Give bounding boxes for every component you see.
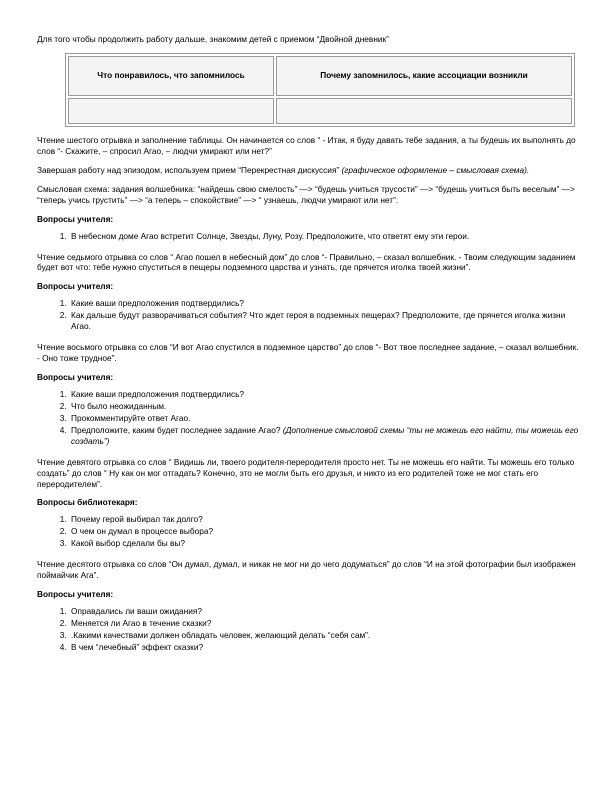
- table-header-associations: Почему запомнилось, какие ассоциации возникли: [276, 56, 572, 96]
- teacher-questions-heading-3: Вопросы учителя:: [37, 372, 114, 382]
- double-diary-table: [65, 53, 575, 127]
- cross-discussion-paragraph: [37, 165, 579, 176]
- librarian-questions-heading: Вопросы библиотекаря:: [37, 497, 138, 508]
- eighth-excerpt-paragraph: Чтение восьмого отрывка со слов “И вот Агао спустился в подземное царство” до слов “- Вот твое последнее задание, – сказал волшебник. - Оно тоже трудное”.: [37, 342, 579, 364]
- list-item: 2. Как дальше будут разворачиваться события? Что ждет героя в подземных пещерах? Предположите, где прячется иголка жизни Агао.: [69, 310, 579, 332]
- teacher-questions-list-4: [37, 606, 579, 653]
- list-item: 1. Какие ваши предположения подтвердились?: [69, 389, 579, 400]
- list-item-note: (Дополнение смысловой схемы “ты не можешь его найти, ты можешь его создать”): [71, 424, 579, 446]
- list-item: 1. Оправдались ли ваши ожидания?: [69, 606, 579, 617]
- teacher-questions-list-1: [37, 231, 579, 242]
- sixth-excerpt-paragraph: Чтение шестого отрывка и заполнение таблицы. Он начинается со слов “ - Итак, я буду давать тебе задания, а ты будешь их выполнять до слов “- Скажите, – спросил Агао, – людчи умирают или нет?”: [37, 134, 576, 156]
- teacher-questions-heading-4: Вопросы учителя:: [37, 589, 114, 600]
- list-item: 2. О чем он думал в процессе выбора?: [69, 526, 579, 537]
- table-header-liked: Что понравилось, что запомнилось: [68, 56, 274, 96]
- teacher-questions-list-2: [37, 298, 579, 332]
- list-item: 4. В чем “лечебный” эффект сказки?: [69, 642, 579, 653]
- list-item: 3. .Какими качествами должен обладать человек, желающий делать “себя сам”.: [69, 630, 579, 641]
- seventh-excerpt-paragraph: Чтение седьмого отрывка со слов “ Агао пошел в небесный дом” до слов “- Правильно, – сказал волшебник. - Твоим следующим заданием будет вот что: тебе нужно спуститься в пещеры подземного царства и узнать, где прячется иголка твоей жизни”.: [37, 251, 576, 273]
- cross-discussion-text: Завершая работу над эпизодом, используем прием “Перекрестная дискуссия”: [37, 164, 342, 175]
- table-cell-empty-2: [276, 98, 572, 124]
- cross-discussion-note: (графическое оформление – смысловая схема).: [341, 164, 530, 175]
- list-item: 1. Почему герой выбирал так долго?: [69, 514, 579, 525]
- list-item-text: Предположите, каким будет последнее задание Агао?: [71, 424, 283, 435]
- table-cell-empty-1: [68, 98, 274, 124]
- librarian-questions-list: [37, 514, 579, 549]
- semantic-scheme-paragraph: Смысловая схема: задания волшебника: “найдешь свою смелость” —> “будешь учиться трусости” —> “будешь учиться быть веселым” —> “теперь учись грустить” —> “а теперь – спокойствие” —> “ узнаешь, людчи умирают или нет”.: [37, 183, 575, 205]
- ninth-excerpt-paragraph: Чтение девятого отрывка со слов “ Видишь ли, твоего родителя-переродителя просто нет. Ты не можешь его найти. Ты можешь его только создать” до слов “ Ну как он мог отгадать? Конечно, это не могли быть его друзья, и никто из его родителей тоже не мог стать его переродителем”.: [37, 456, 575, 489]
- list-item: 2. Меняется ли Агао в течение сказки?: [69, 618, 579, 629]
- list-item: 1. В небесном доме Агао встретит Солнце, Звезды, Луну, Розу. Предположите, что ответят ему эти герои.: [69, 231, 579, 242]
- list-item: 3. Прокомментируйте ответ Агао.: [69, 413, 579, 424]
- tenth-excerpt-paragraph: Чтение десятого отрывка со слов “Он думал, думал, и никак не мог ни до чего додуматься” до слов “И на этой фотографии был изображен поймайчик Ага”.: [37, 559, 576, 581]
- list-item: 3. Какой выбор сделали бы вы?: [69, 538, 579, 549]
- teacher-questions-heading-1: Вопросы учителя:: [37, 213, 114, 224]
- list-item: [69, 425, 579, 447]
- teacher-questions-list-3: [37, 389, 579, 447]
- intro-paragraph: Для того чтобы продолжить работу дальше, знакомим детей с приемом “Двойной дневник”: [37, 34, 389, 44]
- document-page: [37, 34, 579, 663]
- list-item: 1. Какие ваши предположения подтвердились?: [69, 298, 579, 309]
- teacher-questions-heading-2: Вопросы учителя:: [37, 281, 114, 292]
- list-item: 2. Что было неожиданным.: [69, 401, 579, 412]
